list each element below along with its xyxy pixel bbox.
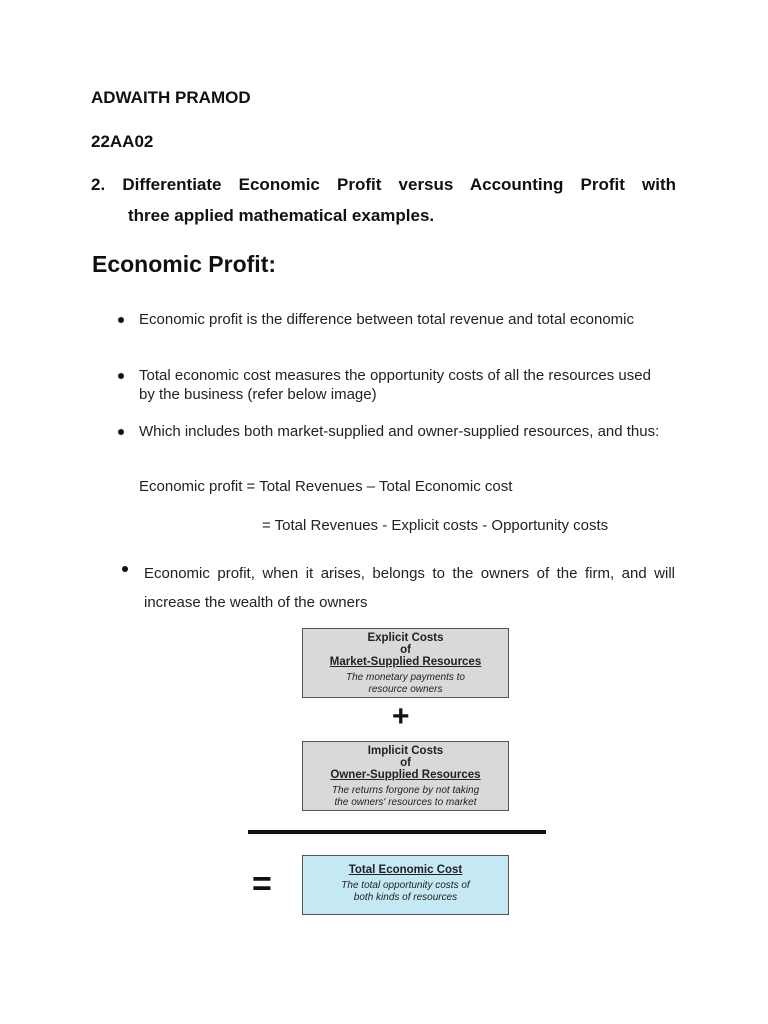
box3-desc-2: both kinds of resources <box>353 892 458 903</box>
equation-line-1: Economic profit = Total Revenues – Total Economic cost <box>139 478 513 495</box>
box1-of: of <box>400 644 411 656</box>
bullet-text-1: Economic profit is the difference between total revenue and total economic <box>139 311 635 328</box>
box2-of: of <box>400 757 411 769</box>
box2-title: Implicit Costs <box>367 745 444 757</box>
section-heading: Economic Profit: <box>92 251 277 277</box>
box2-desc-1: The returns forgone by not taking <box>331 785 480 796</box>
explicit-costs-box <box>302 628 509 698</box>
bullet-text-3: Which includes both market-supplied and owner-supplied resources, and thus: <box>139 423 660 440</box>
box1-title: Explicit Costs <box>367 632 444 644</box>
box3-desc-1: The total opportunity costs of <box>341 880 470 891</box>
equation-line-2: = Total Revenues - Explicit costs - Opportunity costs <box>262 517 609 534</box>
author-name: ADWAITH PRAMOD <box>91 88 251 107</box>
question-line-1: 2. Differentiate Economic Profit versus Accounting Profit with <box>91 175 676 194</box>
bullet-dot <box>118 429 124 435</box>
bullet-text-4: Economic profit, when it arises, belongs to the owners of the firm, and will increase the wealth of the owners <box>144 565 675 611</box>
bullet-text-2: Total economic cost measures the opportunity costs of all the resources used by the business (refer below image) <box>139 367 651 403</box>
plus-sign: + <box>392 700 410 733</box>
box2-desc-2: the owners' resources to market <box>334 797 477 808</box>
total-economic-cost-box <box>302 855 509 915</box>
bullet-dot <box>122 566 128 572</box>
box2-subtitle: Owner-Supplied Resources <box>330 769 481 781</box>
box1-desc-1: The monetary payments to <box>346 672 465 683</box>
roll-number: 22AA02 <box>91 132 154 151</box>
question-line-2: three applied mathematical examples. <box>128 206 435 225</box>
box1-subtitle: Market-Supplied Resources <box>329 656 482 668</box>
implicit-costs-box <box>302 741 509 811</box>
bullet-dot <box>118 373 124 379</box>
box3-title: Total Economic Cost <box>348 864 463 876</box>
box1-desc-2: resource owners <box>368 684 443 695</box>
sum-rule-line <box>248 830 546 834</box>
equals-sign: = <box>252 865 272 903</box>
bullet-dot <box>118 317 124 323</box>
